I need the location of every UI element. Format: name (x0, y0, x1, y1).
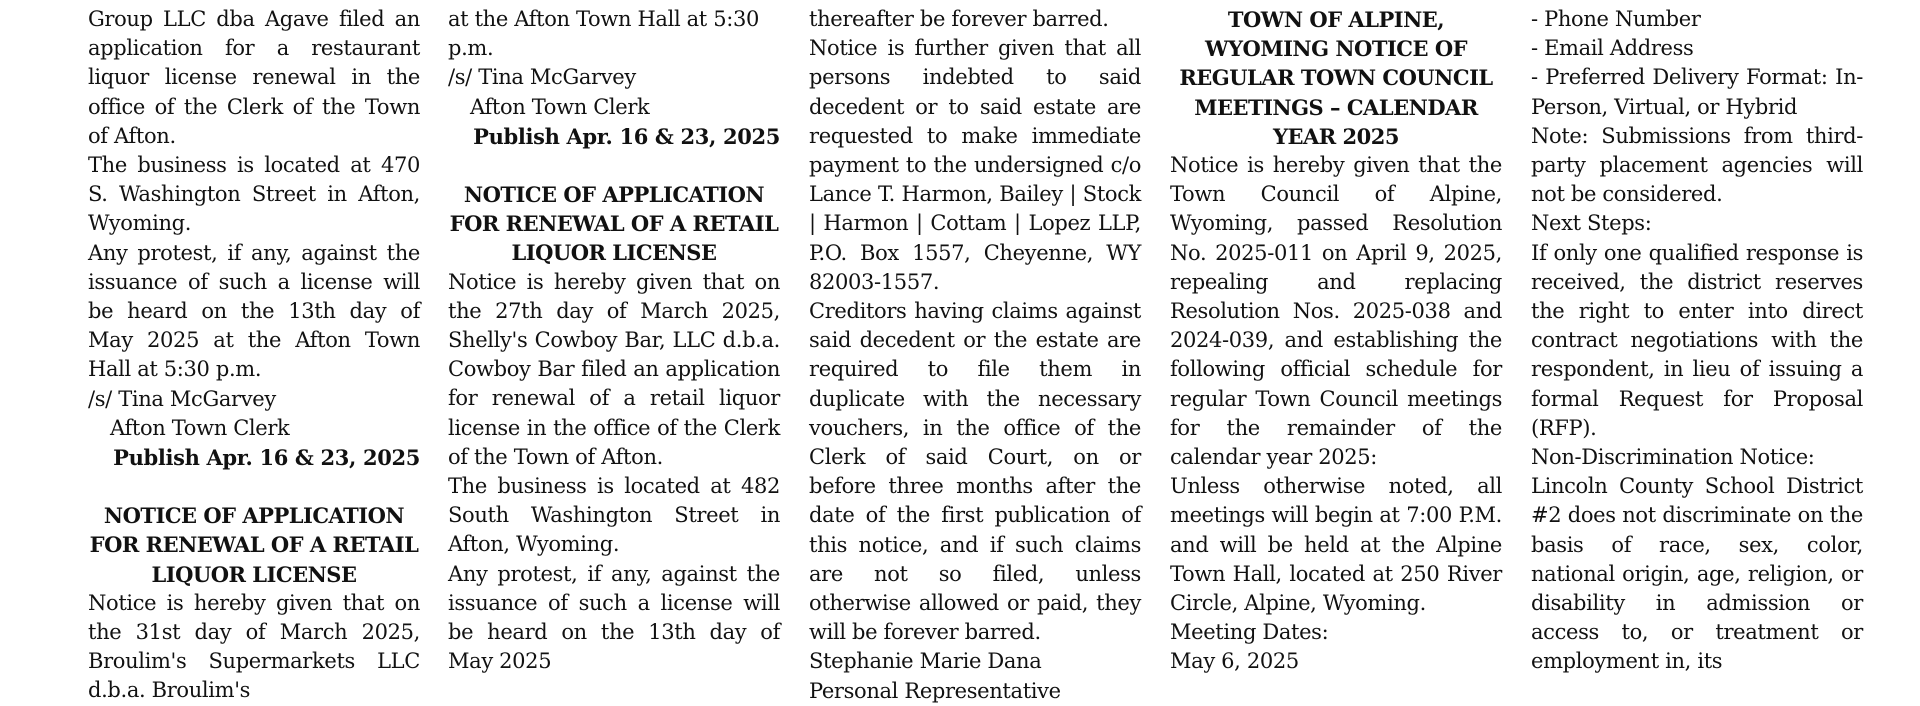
agave-business-location: The business is located at 470 S. Washington Street in Afton, Wyoming. (88, 153, 420, 236)
column-4 (1170, 5, 1502, 677)
requirement-delivery-format: - Preferred Delivery Format: In-Person, Virtual, or Hybrid (1531, 65, 1863, 119)
next-steps-label: Next Steps: (1531, 211, 1652, 236)
probate-representative-name: Stephanie Marie Dana (809, 649, 1042, 674)
third-party-note: Note: Submissions from third-party placement agencies will not be considered. (1531, 123, 1863, 207)
alpine-meetings-heading: TOWN OF ALPINE, WYOMING NOTICE OF REGULAR TOWN COUNCIL MEETINGS – CALENDAR YEAR 2025 (1179, 7, 1493, 149)
prior-notice-publish-dates: Publish Apr. 16 & 23, 2025 (473, 123, 780, 149)
prior-notice-signature: /s/ Tina McGarvey (448, 65, 636, 90)
broulims-notice-body: Notice is hereby given that on the 31st day of March 2025, Broulim's Supermarkets LLC d.b.a. Broulim's (88, 590, 420, 703)
probate-creditors-paragraph: Creditors having claims against said decedent or the estate are required to file them in duplicate with the necessary vouchers, in the office of the Clerk of said Court, on or before three months after the date of the first publication of this notice, and if such claims are not so filed, unless otherwise allowed or paid, they will be forever barred. (809, 299, 1141, 645)
probate-notice-tail: thereafter be forever barred. (809, 7, 1109, 31)
prior-notice-signer-title: Afton Town Clerk (470, 94, 650, 119)
requirement-phone-number: - Phone Number (1531, 7, 1701, 31)
agave-notice-body: Group LLC dba Agave filed an application for a restaurant liquor license renewal in the office of the Clerk of the Town of Afton. (88, 7, 420, 148)
requirement-email-address: - Email Address (1531, 36, 1694, 61)
column-1 (88, 5, 420, 706)
agave-protest-paragraph: Any protest, if any, against the issuance of such a license will be heard on the 13th day of May 2025 at the Afton Town Hall at 5:30 p.m. (88, 240, 420, 382)
cowboy-bar-notice-heading: NOTICE OF APPLICATION FOR RENEWAL OF A RETAIL LIQUOR LICENSE (449, 182, 779, 266)
column-2 (448, 5, 780, 676)
probate-representative-role: Personal Representative (809, 678, 1061, 703)
broulims-notice-heading: NOTICE OF APPLICATION FOR RENEWAL OF A RETAIL LIQUOR LICENSE (89, 503, 419, 587)
next-steps-paragraph: If only one qualified response is received, the district reserves the right to enter into direct contract negotiations with the respondent, in lieu of issuing a formal Request for Proposal (RFP). (1531, 240, 1863, 440)
non-discrimination-paragraph: Lincoln County School District #2 does not discriminate on the basis of race, sex, color, national origin, age, religion, or disability in admission or access to, or treatment or employment in, its (1531, 474, 1863, 674)
column-5 (1531, 5, 1863, 677)
non-discrimination-label: Non-Discrimination Notice: (1531, 445, 1815, 470)
cowboy-bar-notice-body: Notice is hereby given that on the 27th day of March 2025, Shelly's Cowboy Bar, LLC d.b.a. Cowboy Bar filed an application for renewal of a retail liquor license in the office of the Clerk of the Town of Afton. (448, 269, 780, 469)
prior-notice-tail: at the Afton Town Hall at 5:30 p.m. (448, 7, 759, 61)
alpine-meeting-time-paragraph: Unless otherwise noted, all meetings will begin at 7:00 P.M. and will be held at the Alpine Town Hall, located at 250 River Circle, Alpine, Wyoming. (1170, 474, 1502, 616)
agave-signer-title: Afton Town Clerk (110, 415, 290, 440)
agave-signature: /s/ Tina McGarvey (88, 386, 276, 411)
agave-publish-dates: Publish Apr. 16 & 23, 2025 (113, 445, 420, 471)
column-3 (809, 5, 1141, 706)
probate-payment-paragraph: Notice is further given that all persons indebted to said decedent or to said estate are requested to make immediate payment to the undersigned c/o Lance T. Harmon, Bailey | Stock | Harmon | Cottam | Lopez LLP, P.O. Box 1557, Cheyenne, WY 82003-1557. (809, 36, 1141, 294)
cowboy-bar-business-location: The business is located at 482 South Washington Street in Afton, Wyoming. (448, 474, 780, 557)
cowboy-bar-protest-paragraph: Any protest, if any, against the issuance of such a license will be heard on the 13th day of May 2025 (448, 561, 780, 674)
alpine-meeting-date: May 6, 2025 (1170, 649, 1299, 674)
alpine-meeting-dates-label: Meeting Dates: (1170, 620, 1329, 645)
alpine-resolution-paragraph: Notice is hereby given that the Town Council of Alpine, Wyoming, passed Resolution No. 2025-011 on April 9, 2025, repealing and replacing Resolution Nos. 2025-038 and 2024-039, and establishing the following official schedule for regular Town Council meetings for the remainder of the calendar year 2025: (1170, 153, 1502, 470)
